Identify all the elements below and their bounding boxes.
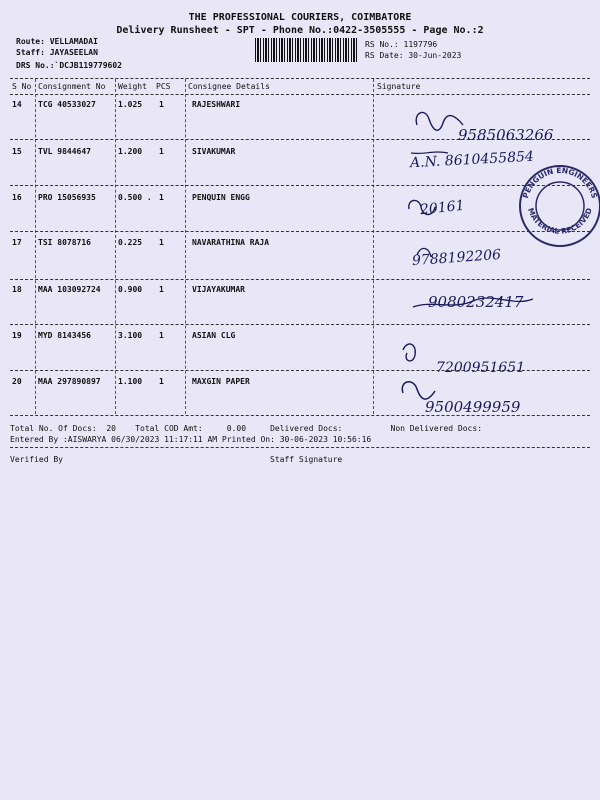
row-consignment: MYD 8143456 — [38, 331, 91, 340]
row-sno: 15 — [12, 147, 22, 156]
company-name: THE PROFESSIONAL COURIERS, COIMBATORE — [188, 12, 412, 23]
staff-signature-label: Staff Signature — [270, 455, 343, 464]
column-header-consignment: Consignment No — [38, 82, 106, 91]
entered-by-line: Entered By :AISWARYA 06/30/2023 11:17:11 AM Printed On: 30-06-2023 10:56:16 — [10, 435, 372, 444]
stamp-bottom-text: MATERIAL RECEIVED — [526, 206, 594, 236]
row-sno: 18 — [12, 285, 22, 294]
row-weight: 1.025 — [118, 100, 143, 109]
row-sno: 17 — [12, 238, 22, 247]
row-sno: 16 — [12, 193, 22, 202]
row-weight: 1.200 — [118, 147, 143, 156]
column-header-sno: S No — [12, 82, 32, 91]
row-consignment: TCG 40533027 — [38, 100, 96, 109]
route-label: Route: VELLAMADAI — [16, 37, 98, 46]
signature-row-16: 20161 — [419, 197, 466, 219]
column-header-pcs: PCS — [156, 82, 171, 91]
row-consignment: PRO 15056935 — [38, 193, 96, 202]
column-header-consignee: Consignee Details — [188, 82, 270, 91]
row-pcs: 1 — [159, 147, 164, 156]
row-weight: 1.100 — [118, 377, 143, 386]
signature-row-18: 9080232417 — [428, 293, 524, 311]
row-consignee: PENQUIN ENGG — [192, 193, 250, 202]
row-consignment: MAA 103092724 — [38, 285, 101, 294]
row-sno: 14 — [12, 100, 22, 109]
row-consignee: MAXGIN PAPER — [192, 377, 250, 386]
row-weight: 0.225 — [118, 238, 143, 247]
column-header-signature: Signature — [377, 82, 421, 91]
drs-number: DRS No.:`DCJB119779602 — [16, 61, 122, 70]
row-pcs: 1 — [159, 331, 164, 340]
rs-number: RS No.: 1197796 — [365, 40, 438, 49]
row-sno: 20 — [12, 377, 22, 386]
row-consignment: MAA 297890897 — [38, 377, 101, 386]
column-header-weight: Weight — [118, 82, 147, 91]
footer-rule — [10, 447, 590, 448]
row-consignment: TSI 8078716 — [38, 238, 91, 247]
row-weight: 3.100 — [118, 331, 143, 340]
signature-row-19: 7200951651 — [436, 360, 526, 376]
column-divider — [115, 79, 116, 414]
totals-line: Total No. Of Docs: 20 Total COD Amt: 0.00 Delivered Docs: Non Delivered Docs: — [10, 424, 483, 433]
row-consignee: VIJAYAKUMAR — [192, 285, 245, 294]
row-pcs: 1 — [159, 377, 164, 386]
row-pcs: 1 — [159, 285, 164, 294]
row-pcs: 1 — [159, 100, 164, 109]
row-pcs: 1 — [159, 238, 164, 247]
material-received-stamp — [515, 160, 600, 250]
signature-row-17: 9788192206 — [411, 246, 502, 270]
column-divider — [185, 79, 186, 414]
staff-label: Staff: JAYASEELAN — [16, 48, 98, 57]
row-consignment: TVL 9844647 — [38, 147, 91, 156]
row-sno: 19 — [12, 331, 22, 340]
column-divider — [35, 79, 36, 414]
signature-row-14: 9585063266 — [458, 126, 554, 144]
rs-date: RS Date: 30-Jun-2023 — [365, 51, 462, 60]
row-consignee: ASIAN CLG — [192, 331, 236, 340]
row-consignee: SIVAKUMAR — [192, 147, 236, 156]
verified-by-label: Verified By — [10, 455, 63, 464]
row-weight: 0.900 — [118, 285, 143, 294]
stamp-top-text: PENGUIN ENGINEERS — [521, 165, 599, 200]
row-weight: 0.500 . — [118, 193, 152, 202]
signature-row-15: A.N. 8610455854 — [409, 148, 535, 172]
barcode — [255, 38, 358, 62]
row-pcs: 1 — [159, 193, 164, 202]
header-rule-top — [10, 78, 590, 79]
row-consignee: NAVARATHINA RAJA — [192, 238, 270, 247]
document-subtitle: Delivery Runsheet - SPT - Phone No.:0422-3505555 - Page No.:2 — [116, 25, 484, 36]
row-consignee: RAJESHWARI — [192, 100, 241, 109]
signature-row-20: 9500499959 — [425, 398, 521, 416]
